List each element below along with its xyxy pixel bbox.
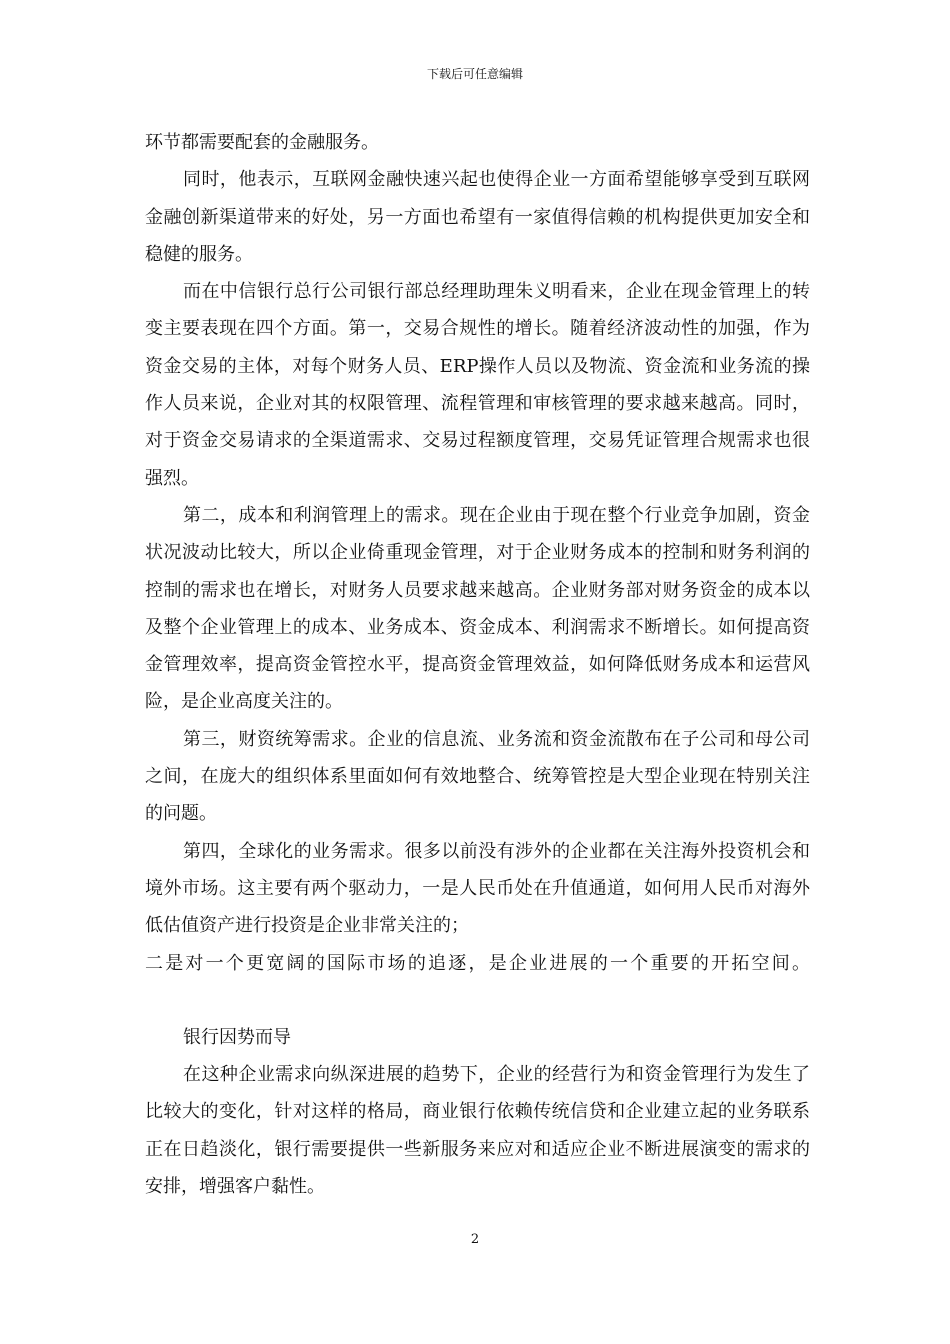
paragraph-internet-finance: 同时，他表示，互联网金融快速兴起也使得企业一方面希望能够享受到互联网金融创新渠道带来的好处，另一方面也希望有一家值得信赖的机构提供更加安全和稳健的服务。 — [145, 169, 810, 265]
paragraph-treasury-coordination: 第三，财资统筹需求。企业的信息流、业务流和资金流散布在子公司和母公司之间，在庞大的组织体系里面如何有效地整合、统筹管控是大型企业现在特别关注的问题。 — [145, 728, 810, 825]
paragraph-globalization: 第四，全球化的业务需求。很多以前没有涉外的企业都在关注海外投资机会和境外市场。这主要有两个驱动力，一是人民币处在升值通道，如何用人民币对海外低估值资产进行投资是企业非常关注的； — [145, 840, 810, 937]
section-heading: 银行因势而导 — [183, 1026, 291, 1048]
page-number: 2 — [470, 1232, 480, 1247]
paragraph-international-market: 二是对一个更宽阔的国际市场的追逐，是企业进展的一个重要的开拓空间。 — [145, 952, 810, 974]
paragraph-bank-response: 在这种企业需求向纵深进展的趋势下，企业的经营行为和资金管理行为发生了比较大的变化，针对这样的格局，商业银行依赖传统信贷和企业建立起的业务联系正在日趋淡化，银行需要提供一些新服务来应对和适应企业不断进展演变的需求的安排，增强客户黏性。 — [145, 1064, 810, 1198]
page-header: 下载后可任意编辑 — [426, 67, 523, 81]
paragraph-continuation: 环节都需要配套的金融服务。 — [145, 132, 379, 153]
paragraph-cost-profit: 第二，成本和利润管理上的需求。现在企业由于现在整个行业竞争加剧，资金状况波动比较大，所以企业倚重现金管理，对于企业财务成本的控制和财务利润的控制的需求也在增长，对财务人员要求越来越高。企业财务部对财务资金的成本以及整个企业管理上的成本、业务成本、资金成本、利润需求不断增长。如何提高资金管理效率，提高资金管控水平，提高资金管理效益，如何降低财务成本和运营风险，是企业高度关注的。 — [145, 504, 810, 713]
document-body — [145, 124, 810, 1205]
paragraph-cash-management-changes: 而在中信银行总行公司银行部总经理助理朱义明看来，企业在现金管理上的转变主要表现在四个方面。第一，交易合规性的增长。随着经济波动性的加强，作为资金交易的主体，对每个财务人员、ERP操作人员以及物流、资金流和业务流的操作人员来说，企业对其的权限管理、流程管理和审核管理的要求越来越高。同时，对于资金交易请求的全渠道需求、交易过程额度管理，交易凭证管理合规需求也很强烈。 — [145, 281, 810, 489]
